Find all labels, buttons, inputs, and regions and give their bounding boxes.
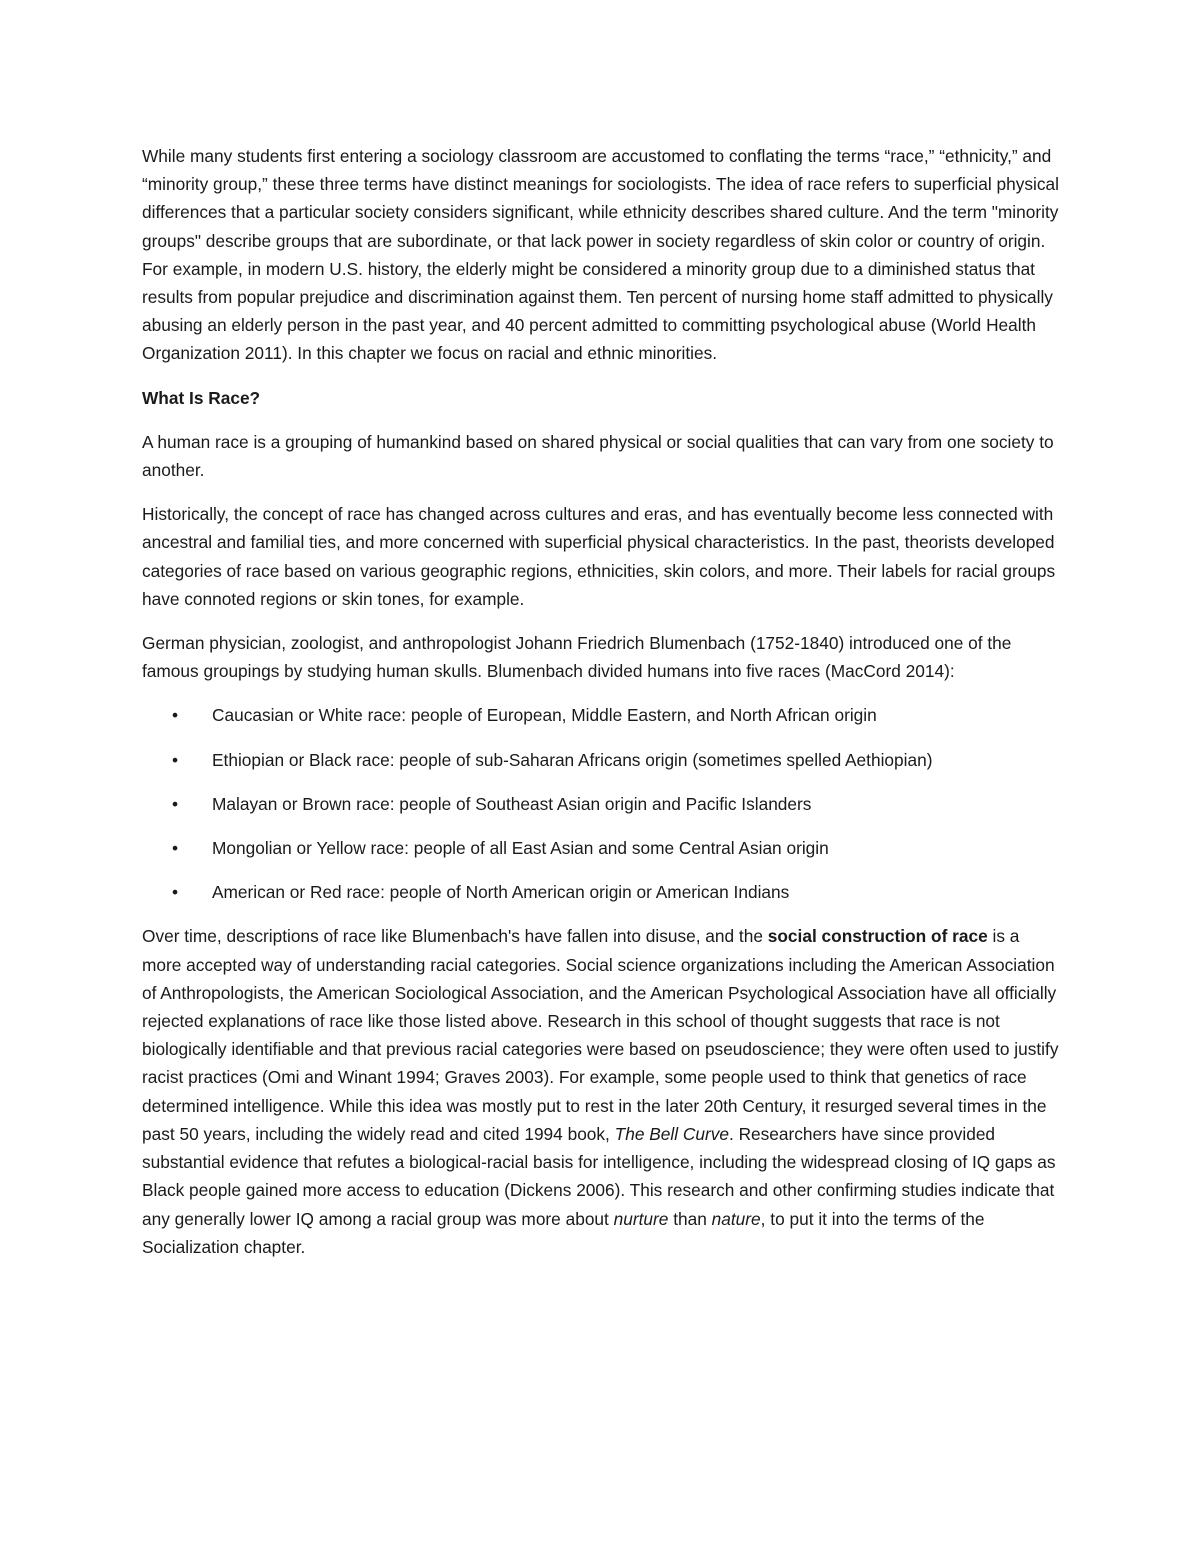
definition-before: A human [142,431,216,452]
list-item-text: Malayan or Brown race: people of Southeast Asian origin and Pacific Islanders [212,793,812,814]
bullet-icon: • [172,705,179,726]
intro-paragraph: While many students first entering a sociology classroom are accustomed to conflating the terms “race,” “ethnicity,” and “minority group,” these three terms have distinct meanings for sociologists. The idea of race refers to superficial physical differences that a particular society considers significant, while ethnicity describes shared culture. And the term "minority groups" describe groups that are subordinate, or that lack power in society regardless of skin color or country of origin. For example, in modern U.S. history, the elderly might be considered a minority group due to a diminished status that results from popular prejudice and discrimination against them. Ten percent of nursing home staff admitted to physically abusing an elderly person in the past year, and 40 percent admitted to committing psychological abuse (World Health Organization 2011). In this chapter we focus on racial and ethnic minorities. [142,146,1059,364]
construction-term: social construction of race [767,926,988,947]
construction-text-1: Over time, descriptions of race like Blumenbach's have fallen into disuse, and the [142,926,768,947]
bullet-icon: • [172,838,179,859]
bullet-icon: • [172,793,179,814]
bullet-icon: • [172,749,179,770]
construction-text-2: is a more accepted way of understanding racial categories. Social science organizations including the American Association of Anthropologists, the American Sociological Association, and the American Psychological Association have all officially rejected explanations of race like those listed above. Research in this school of thought suggests that race is not biologically identifiable and that previous racial categories were based on pseudoscience; they were often used to justify racist practices (Omi and Winant 1994; Graves 2003). For example, some people used to think that genetics of race determined intelligence. While this idea was mostly put to rest in the later 20th Century, it resurged several times in the past 50 years, including the widely read and cited 1994 book, [142,926,1059,1144]
list-item-text: American or Red race: people of North American origin or American Indians [212,882,790,903]
list-item-text: Caucasian or White race: people of European, Middle Eastern, and North African origin [212,705,877,726]
bullet-icon: • [172,882,179,903]
list-item [142,701,1060,729]
construction-paragraph [142,922,1060,1260]
list-item [142,834,1060,862]
list-item-text: Ethiopian or Black race: people of sub-Saharan Africans origin (sometimes spelled Aethiopian) [212,749,933,770]
history-paragraph: Historically, the concept of race has changed across cultures and eras, and has eventually become less connected with ancestral and familial ties, and more concerned with superficial physical characteristics. In the past, theorists developed categories of race based on various geographic regions, ethnicities, skin colors, and more. Their labels for racial groups have connoted regions or skin tones, for example. [142,504,1056,609]
book-title: The Bell Curve [614,1123,729,1144]
list-item-text: Mongolian or Yellow race: people of all East Asian and some Central Asian origin [212,838,829,859]
construction-text-3: . Researchers have since provided substantial evidence that refutes a biological-racial basis for intelligence, including the widespread closing of IQ gaps as Black people gained more access to education (Dickens 2006). This research and other confirming studies indicate that any generally lower IQ among a racial group was more about [142,1123,1056,1229]
list-item [142,790,1060,818]
section-heading: What Is Race? [142,387,261,408]
nurture-term: nurture [613,1208,669,1229]
races-list [142,701,1060,906]
construction-text-5: , to put it into the terms of the Socialization chapter. [142,1208,985,1257]
construction-text-4: than [668,1208,712,1229]
nature-term: nature [711,1208,761,1229]
definition-paragraph [142,428,1060,484]
document-page [142,142,1060,1277]
list-item [142,878,1060,906]
list-item [142,746,1060,774]
blumenbach-paragraph: German physician, zoologist, and anthropologist Johann Friedrich Blumenbach (1752-1840) introduced one of the famous groupings by studying human skulls. Blumenbach divided humans into five races (MacCord 2014): [142,633,1012,682]
definition-after: is a grouping of humankind based on shared physical or social qualities that can vary from one society to another. [142,431,1054,481]
definition-term: race [215,431,249,452]
